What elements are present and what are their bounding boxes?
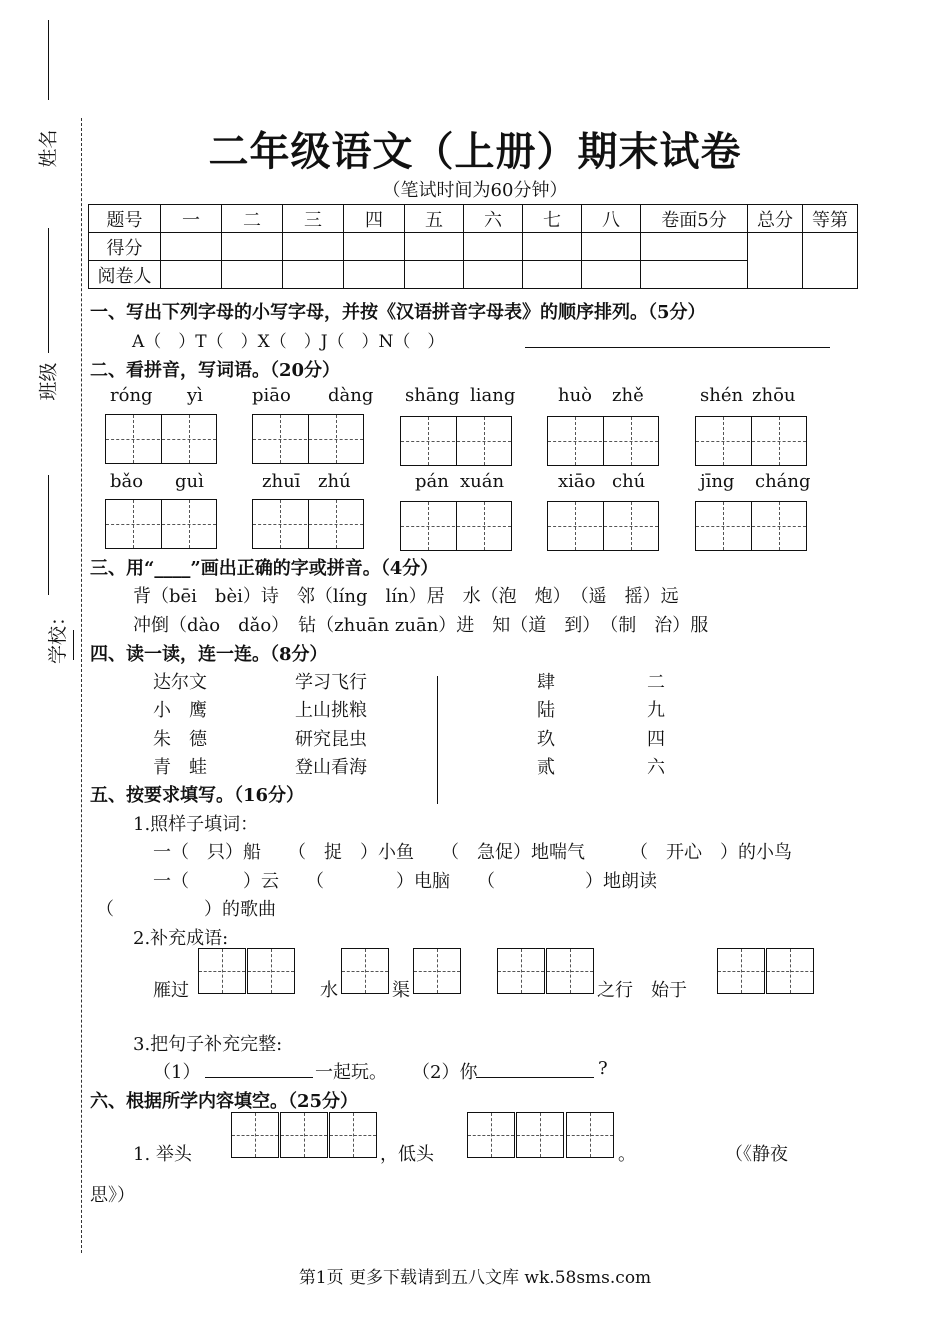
writing-grid[interactable] (105, 414, 217, 464)
pinyin: zhě (612, 385, 644, 406)
poem-box[interactable] (516, 1112, 564, 1158)
grader-cell[interactable] (464, 261, 523, 289)
match-number: 四 (647, 729, 665, 750)
match-action: 登山看海 (295, 757, 367, 778)
poem-text: 。 (618, 1144, 636, 1165)
pinyin: zhōu (752, 385, 796, 406)
grader-row (89, 261, 858, 289)
grader-cell[interactable] (283, 261, 344, 289)
score-table (88, 204, 858, 289)
pinyin: huò (558, 385, 593, 406)
score-cell[interactable] (582, 233, 641, 261)
pinyin: dàng (328, 385, 374, 406)
grader-cell[interactable] (405, 261, 464, 289)
pinyin: zhuī (262, 471, 301, 492)
exam-title: 二年级语文（上册）期末试卷 (208, 128, 742, 175)
score-table-header-row (89, 205, 858, 233)
poem-box[interactable] (231, 1112, 279, 1158)
match-person: 朱 德 (153, 729, 207, 750)
name-line (48, 20, 49, 100)
page-footer: 第1页 更多下载请到五八文库 wk.58sms.com (298, 1268, 652, 1288)
grader-cell[interactable] (344, 261, 405, 289)
match-action: 研究昆虫 (295, 729, 367, 750)
letters-row: A（ ）T（ ）X（ ）J（ ）N（ ） (132, 332, 445, 352)
header-cell: 七 (523, 205, 582, 233)
class-line (48, 228, 49, 353)
writing-grid[interactable] (252, 414, 364, 464)
header-cell: 题号 (89, 205, 161, 233)
match-numeral: 肆 (537, 672, 555, 693)
poem-box[interactable] (329, 1112, 377, 1158)
score-row (89, 233, 858, 261)
match-action: 上山挑粮 (295, 700, 367, 721)
grader-cell[interactable] (523, 261, 582, 289)
poem-text: ，低头 (380, 1144, 434, 1165)
poem-box[interactable] (467, 1112, 515, 1158)
poem-box[interactable] (566, 1112, 614, 1158)
writing-grid[interactable] (547, 416, 659, 466)
match-action: 学习飞行 (295, 672, 367, 693)
writing-grid[interactable] (400, 501, 512, 551)
grader-cell[interactable] (582, 261, 641, 289)
idiom-box[interactable] (717, 948, 765, 994)
idiom-text: 之行 (597, 980, 633, 1001)
q3-answer-line-1[interactable] (205, 1077, 313, 1078)
grade-cell[interactable] (803, 233, 858, 289)
q1-line-1: 一（ 只）船 （ 捉 ）小鱼 （ 急促）地喘气 （ 开心 ）的小鸟 (153, 842, 792, 863)
writing-grid[interactable] (105, 499, 217, 549)
school-label: 学校： (47, 606, 70, 665)
score-cell[interactable] (464, 233, 523, 261)
idiom-text: 雁过 (153, 980, 189, 1001)
idiom-box[interactable] (341, 948, 389, 994)
pinyin: guì (175, 471, 204, 492)
writing-grid[interactable] (547, 501, 659, 551)
choice-line-1: 背（bēi bèi）诗 邻（líng lín）居 水（泡 炮） （遥 摇）远 (133, 586, 679, 607)
idiom-text: 渠 (392, 980, 410, 1001)
section-1-heading: 一、写出下列字母的小写字母，并按《汉语拼音字母表》的顺序排列。（5分） (90, 302, 706, 323)
choice-line-2: 冲倒（dào dǎo） 钻（zhuān zuān）进 知（道 到） （制 治）服 (133, 615, 709, 636)
pinyin: bǎo (110, 471, 144, 492)
idiom-box[interactable] (413, 948, 461, 994)
q3-label: 3.把句子补充完整: (133, 1034, 283, 1055)
match-person: 小 鹰 (153, 700, 207, 721)
match-number: 六 (647, 757, 665, 778)
pinyin: shén (700, 385, 744, 406)
poem-source: （《静夜 (725, 1144, 788, 1165)
exam-subtitle: （笔试时间为60分钟） (382, 180, 568, 201)
pinyin: shāng (405, 385, 460, 406)
q3-part: （2）你 (412, 1062, 478, 1083)
pinyin: liang (470, 385, 516, 406)
score-cell[interactable] (523, 233, 582, 261)
q3-part: （1） (153, 1062, 201, 1083)
letters-answer-line[interactable] (525, 347, 830, 348)
school-line (48, 475, 49, 595)
idiom-box[interactable] (497, 948, 545, 994)
match-number: 二 (647, 672, 665, 693)
q1-label: 1.照样子填词： (133, 814, 259, 835)
pinyin: jīng (700, 471, 735, 492)
grader-row-label: 阅卷人 (89, 261, 161, 289)
pinyin: pán (415, 471, 449, 492)
q1-line-2: 一（ ）云 （ ）电脑 （ ）地朗读 (153, 871, 657, 892)
pinyin: piāo (252, 385, 291, 406)
score-cell[interactable] (222, 233, 283, 261)
q1-line-3: （ ）的歌曲 (96, 899, 276, 920)
header-cell: 六 (464, 205, 523, 233)
q2-label: 2.补充成语: (133, 928, 229, 949)
idiom-text: 始于 (651, 980, 687, 1001)
writing-grid[interactable] (695, 501, 807, 551)
section-2-heading: 二、看拼音，写词语。（20分） (90, 360, 341, 381)
grader-cell[interactable] (161, 261, 222, 289)
score-cell[interactable] (161, 233, 222, 261)
pinyin: cháng (755, 471, 811, 492)
idiom-box[interactable] (247, 948, 295, 994)
section-5-heading: 五、按要求填写。（16分） (90, 785, 305, 806)
score-cell[interactable] (641, 233, 748, 261)
match-number: 九 (647, 700, 665, 721)
header-cell: 二 (222, 205, 283, 233)
header-cell: 三 (283, 205, 344, 233)
writing-grid[interactable] (252, 499, 364, 549)
match-numeral: 贰 (537, 757, 555, 778)
pinyin: xuán (460, 471, 505, 492)
total-cell[interactable] (748, 233, 803, 289)
score-cell[interactable] (405, 233, 464, 261)
score-cell[interactable] (283, 233, 344, 261)
writing-grid[interactable] (695, 416, 807, 466)
match-divider (437, 676, 438, 804)
header-cell: 等第 (803, 205, 858, 233)
section-4-heading: 四、读一读，连一连。（8分） (90, 644, 328, 665)
idiom-text: 水 (320, 980, 338, 1001)
pinyin: yì (187, 385, 203, 406)
pinyin: róng (110, 385, 153, 406)
match-person: 青 蛙 (153, 757, 207, 778)
grader-cell[interactable] (641, 261, 748, 289)
header-cell: 总分 (748, 205, 803, 233)
section-3-heading: 三、用“____”画出正确的字或拼音。（4分） (90, 558, 439, 579)
header-cell: 四 (344, 205, 405, 233)
q3-part: ? (598, 1058, 608, 1079)
section-6-heading: 六、根据所学内容填空。（25分） (90, 1091, 359, 1112)
school-line-2 (73, 630, 74, 660)
pinyin: chú (612, 471, 646, 492)
header-cell: 一 (161, 205, 222, 233)
header-cell: 八 (582, 205, 641, 233)
idiom-box[interactable] (546, 948, 594, 994)
name-label: 姓名 (37, 129, 60, 168)
match-numeral: 陆 (537, 700, 555, 721)
poem-source: 思》） (90, 1185, 135, 1206)
header-cell: 五 (405, 205, 464, 233)
pinyin: zhú (318, 471, 351, 492)
header-cell: 卷面5分 (641, 205, 748, 233)
grader-cell[interactable] (222, 261, 283, 289)
poem-text: 1. 举头 (133, 1144, 192, 1165)
q3-part: 一起玩。 (315, 1062, 387, 1083)
idiom-box[interactable] (766, 948, 814, 994)
binding-dashed-line (81, 118, 82, 1253)
class-label: 班级 (37, 362, 60, 401)
score-cell[interactable] (344, 233, 405, 261)
poem-box[interactable] (280, 1112, 328, 1158)
match-person: 达尔文 (153, 672, 207, 693)
score-row-label: 得分 (89, 233, 161, 261)
writing-grid[interactable] (400, 416, 512, 466)
q3-answer-line-2[interactable] (476, 1077, 594, 1078)
pinyin: xiāo (558, 471, 596, 492)
match-numeral: 玖 (537, 729, 555, 750)
idiom-box[interactable] (198, 948, 246, 994)
